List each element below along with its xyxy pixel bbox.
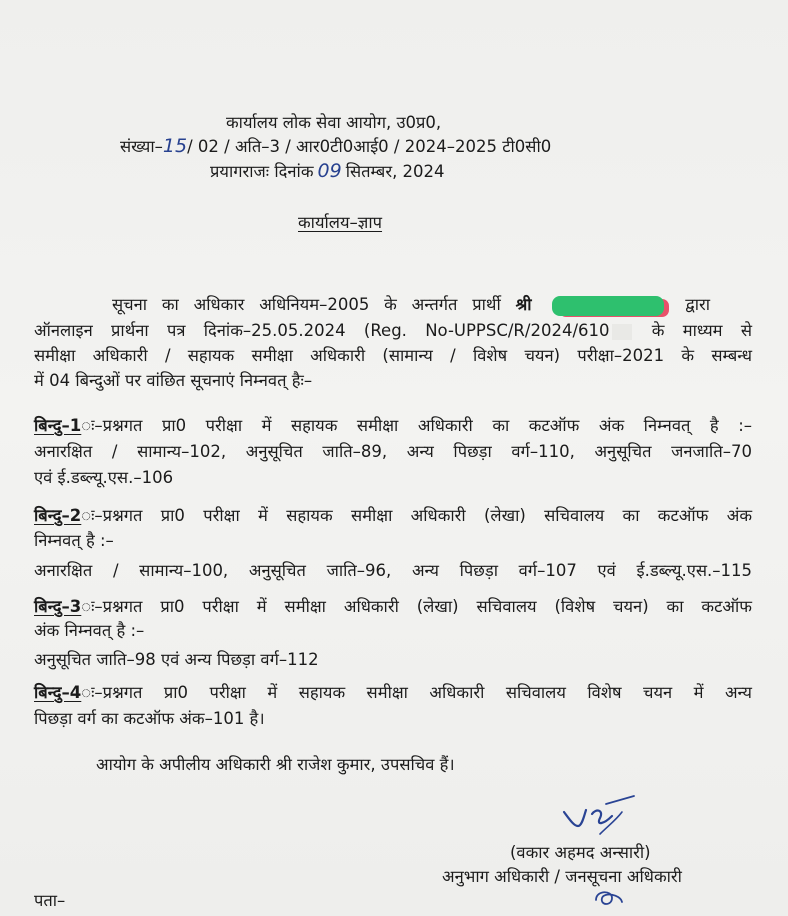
point-2-line-3: अनारक्षित / सामान्य–100, अनुसूचित जाति–96, अन्य पिछड़ा वर्ग–107 एवं ई.डब्ल्यू.एस.–115	[34, 561, 752, 580]
intro-text: द्वारा	[685, 295, 710, 314]
intro-line-4: में 04 बिन्दुओं पर वांछित सूचनाएं निम्नवत् हैः–	[34, 371, 313, 390]
initials-mark-icon	[590, 886, 630, 910]
intro-line-2	[34, 320, 752, 342]
appellate-officer-note: आयोग के अपीलीय अधिकारी श्री राजेश कुमार, उपसचिव हैं।	[96, 755, 455, 774]
point-label: बिन्दु–3	[34, 597, 82, 616]
signatory-designation: अनुभाग अधिकारी / जनसूचना अधिकारी	[442, 867, 682, 886]
intro-text: सूचना का अधिकार अधिनियम–2005 के अन्तर्गत प्रार्थी	[112, 295, 501, 314]
redacted-applicant-name	[552, 296, 664, 316]
point-3-line-3: अनुसूचित जाति–98 एवं अन्य पिछड़ा वर्ग–112	[34, 650, 319, 669]
office-heading: कार्यालय लोक सेवा आयोग, उ0प्र0,	[226, 113, 442, 132]
point-label: बिन्दु–1	[34, 416, 82, 435]
issue-date	[210, 160, 445, 183]
signatory-name: (वकार अहमद अन्सारी)	[510, 843, 651, 862]
point-text: ः–प्रश्नगत प्रा0 परीक्षा में सहायक समीक्षा अधिकारी (लेखा) सचिवालय का कटऑफ अंक	[81, 506, 752, 525]
signature-icon	[556, 790, 666, 840]
point-1-line-1	[34, 415, 752, 437]
address-label: पता–	[34, 891, 66, 910]
point-4-line-1	[34, 682, 752, 704]
date-prefix: प्रयागराजः दिनांक	[210, 162, 314, 181]
document-title: कार्यालय–ज्ञाप	[298, 213, 383, 232]
applicant-honorific: श्री	[515, 295, 532, 314]
point-1-line-2: अनारक्षित / सामान्य–102, अनुसूचित जाति–89, अन्य पिछड़ा वर्ग–110, अनुसूचित जनजाति–70	[34, 442, 752, 461]
reference-number	[120, 135, 551, 158]
point-4-line-2: पिछड़ा वर्ग का कटऑफ अंक–101 है।	[34, 709, 265, 728]
point-3-line-2: अंक निम्नवत् है :–	[34, 621, 145, 640]
intro-text: ऑनलाइन प्रार्थना पत्र दिनांक–25.05.2024 (Reg. No-UPPSC/R/2024/610	[34, 321, 610, 340]
reference-prefix: संख्या–	[120, 137, 163, 156]
point-2-line-1	[34, 505, 752, 527]
date-handwritten-day: 09	[317, 160, 342, 182]
date-suffix: सितम्बर, 2024	[345, 162, 445, 181]
intro-line-3: समीक्षा अधिकारी / सहायक समीक्षा अधिकारी (सामान्य / विशेष चयन) परीक्षा–2021 के सम्बन्ध	[34, 346, 752, 365]
point-text: ः–प्रश्नगत प्रा0 परीक्षा में सहायक समीक्षा अधिकारी सचिवालय विशेष चयन में अन्य	[81, 683, 752, 702]
intro-line-1	[112, 294, 710, 316]
point-text: ः–प्रश्नगत प्रा0 परीक्षा में समीक्षा अधिकारी (लेखा) सचिवालय (विशेष चयन) का कटऑफ	[81, 597, 752, 616]
point-2-line-2: निम्नवत् है :–	[34, 531, 114, 550]
point-3-line-1	[34, 596, 752, 618]
point-text: ः–प्रश्नगत प्रा0 परीक्षा में सहायक समीक्षा अधिकारी का कटऑफ अंक निम्नवत् है :–	[81, 416, 752, 435]
reference-suffix: / 02 / अति–3 / आर0टी0आई0 / 2024–2025 टी0सी0	[187, 137, 552, 156]
point-label: बिन्दु–2	[34, 506, 82, 525]
redacted-registration-digits	[612, 324, 632, 340]
point-1-line-3: एवं ई.डब्ल्यू.एस.–106	[34, 468, 174, 487]
point-label: बिन्दु–4	[34, 683, 82, 702]
reference-handwritten-number: 15	[162, 135, 188, 157]
intro-text: के माध्यम से	[651, 321, 752, 340]
